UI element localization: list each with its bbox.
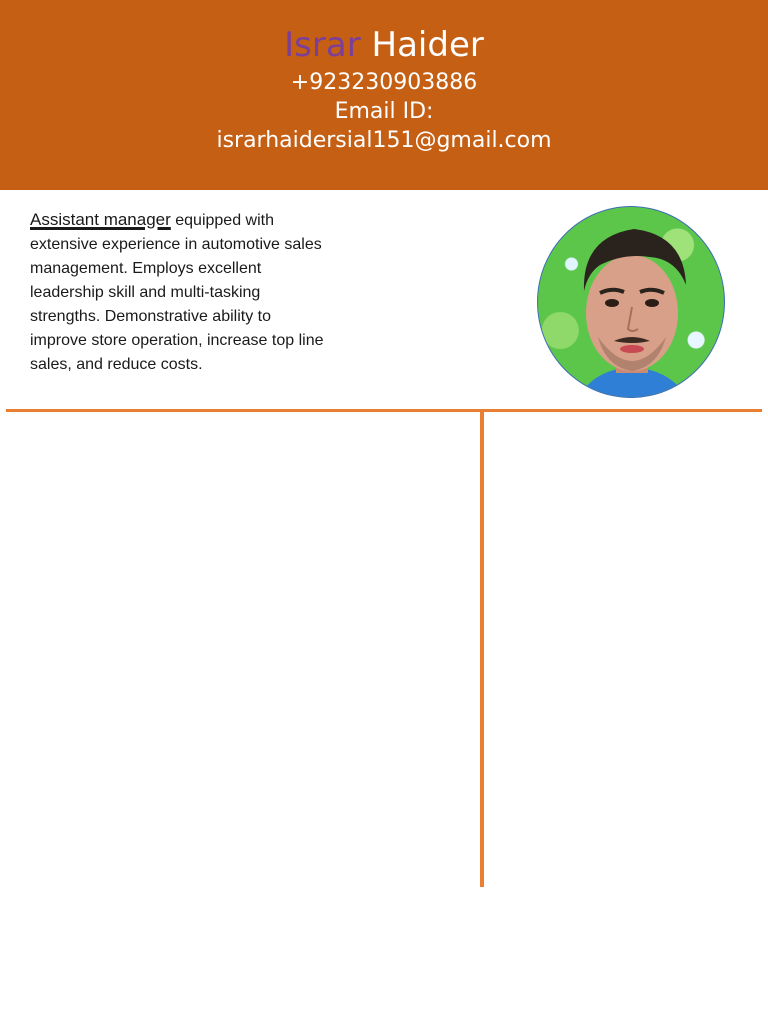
first-name: Israr — [284, 25, 361, 65]
resume-header — [0, 0, 768, 190]
profile-photo — [537, 206, 725, 398]
section-divider-vertical — [480, 411, 484, 887]
job-title: Assistant manager — [30, 210, 171, 229]
last-name: Haider — [371, 25, 484, 65]
profile-photo-graphic — [538, 207, 725, 398]
email-address: israrhaidersial151@gmail.com — [216, 128, 552, 153]
profile-summary — [30, 208, 330, 377]
email-label: Email ID: — [334, 99, 434, 124]
full-name — [0, 24, 768, 66]
summary-text: equipped with extensive experience in automotive sales management. Employs excellent leadership skill and multi-tasking strengths. Demonstrative ability to improve store operation, increase top line sales, and reduce costs. — [30, 212, 324, 373]
section-divider-horizontal — [6, 409, 762, 412]
phone-number: +923230903886 — [290, 70, 478, 95]
